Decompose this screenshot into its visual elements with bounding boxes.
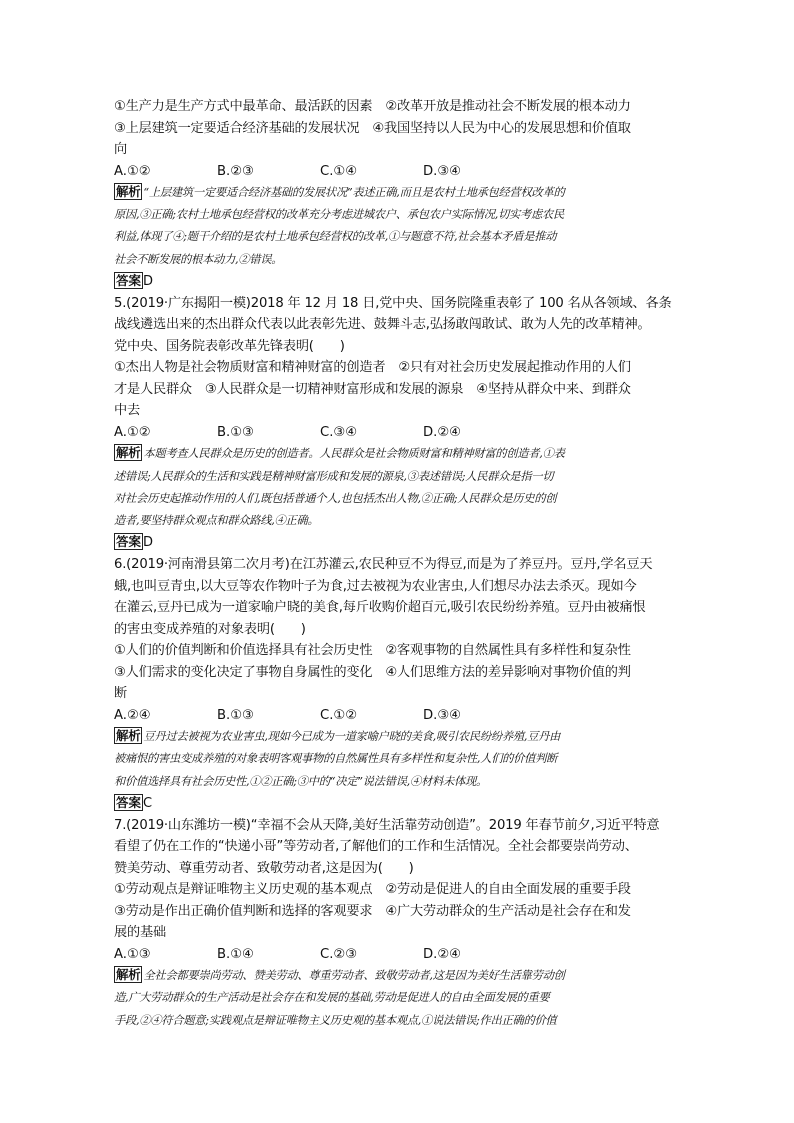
question-stem-line: 看望了仍在工作的“快递小哥”等劳动者,了解他们的工作和生活情况。全社会都要崇尚劳动、 — [114, 839, 638, 855]
analysis-line: 造,广大劳动群众的生产活动是社会存在和发展的基础,劳动是促进人的自由全面发展的重要 — [114, 991, 550, 1005]
option-b: B.①③ — [217, 707, 254, 723]
answer-options — [114, 705, 688, 727]
analysis-line: “上层建筑一定要适合经济基础的发展状况”表述正确,而且是农村土地承包经营权改革的 — [143, 186, 565, 199]
analysis-line: 对社会历史起推动作用的人们,既包括普通个人,也包括杰出人物,②正确;人民群众是历史的创 — [114, 491, 557, 505]
statement-line: ①杰出人物是社会物质财富和精神财富的创造者 ②只有对社会历史发展起推动作用的人们 — [114, 360, 631, 376]
question-stem-line: 赞美劳动、尊重劳动者、致敬劳动者,这是因为( ) — [114, 860, 414, 876]
question-7 — [114, 815, 688, 1032]
answer-label: 答案 — [116, 534, 142, 550]
analysis-label: 解析 — [116, 445, 141, 461]
analysis-line: 全社会都要崇尚劳动、赞美劳动、尊重劳动者、致敬劳动者,这是因为美好生活靠劳动创 — [143, 969, 565, 983]
statement-line: ①劳动观点是辩证唯物主义历史观的基本观点 ②劳动是促进人的自由全面发展的重要手段 — [114, 882, 631, 898]
option-c: C.②③ — [320, 946, 358, 962]
option-d: D.②④ — [423, 424, 461, 440]
answer-options — [114, 422, 688, 444]
analysis-line: 原因,③正确;农村土地承包经营权的改革充分考虑进城农户、承包农户实际情况,切实考虑农民 — [114, 208, 564, 222]
analysis-line: 利益,体现了④;题干介绍的是农村土地承包经营权的改革,①与题意不符,社会基本矛盾是推动 — [114, 230, 557, 244]
analysis-line: 造者,要坚持群众观点和群众路线,④正确。 — [114, 513, 319, 527]
option-d: D.③④ — [423, 163, 461, 179]
statement-line: ③上层建筑一定要适合经济基础的发展状况 ④我国坚持以人民为中心的发展思想和价值取 — [114, 120, 631, 136]
statement-line: 中去 — [114, 403, 140, 419]
option-d: D.②④ — [423, 946, 461, 962]
option-d: D.③④ — [423, 707, 461, 723]
statement-line: ①生产力是生产方式中最革命、最活跃的因素 ②改革开放是推动社会不断发展的根本动力 — [114, 99, 631, 114]
analysis-line: 手段,②④符合题意;实践观点是辩证唯物主义历史观的基本观点,①说法错误;作出正确的价值 — [114, 1013, 557, 1027]
question-stem-line: 6.(2019·河南滑县第二次月考)在江苏灌云,农民种豆不为得豆,而是为了养豆丹。豆丹,学名豆天 — [114, 557, 653, 573]
question-stem-line: 战线遴选出来的杰出群众代表以此表彰先进、鼓舞斗志,弘扬敢闯敢试、敢为人先的改革精神。 — [114, 317, 651, 333]
question-stem-line: 党中央、国务院表彰改革先锋表明( ) — [114, 338, 345, 354]
option-b: B.①④ — [217, 946, 254, 962]
option-a: A.②④ — [114, 707, 151, 723]
analysis-label: 解析 — [116, 728, 141, 744]
answer-label: 答案 — [116, 272, 142, 288]
answer-row — [114, 532, 688, 554]
option-c: C.①④ — [320, 163, 358, 179]
option-b: B.②③ — [217, 163, 254, 179]
answer-value: C — [143, 795, 153, 811]
answer-row — [114, 271, 688, 293]
option-a: A.①② — [114, 163, 151, 179]
analysis-block — [114, 965, 688, 1032]
statement-line: 才是人民群众 ③人民群众是一切精神财富形成和发展的源泉 ④坚持从群众中来、到群众 — [114, 381, 631, 397]
analysis-label: 解析 — [116, 184, 141, 199]
statement-line: 向 — [114, 142, 127, 157]
analysis-line: 豆丹过去被视为农业害虫,现如今已成为一道家喻户晓的美食,吸引农民纷纷养殖,豆丹由 — [143, 730, 561, 744]
statement-line: ③人们需求的变化决定了事物自身属性的变化 ④人们思维方法的差异影响对事物价值的判 — [114, 664, 631, 680]
analysis-line: 和价值选择具有社会历史性,①②正确;③中的“决定”说法错误,④材料未体现。 — [114, 774, 487, 788]
statement-line: ③劳动是作出正确价值判断和选择的客观要求 ④广大劳动群众的生产活动是社会存在和发 — [114, 903, 631, 919]
document-page — [114, 96, 688, 1032]
answer-value: D — [143, 535, 154, 551]
question-stem-line: 在灌云,豆丹已成为一道家喻户晓的美食,每斤收购价超百元,吸引农民纷纷养殖。豆丹由被痛恨 — [114, 600, 646, 616]
statement-line: 断 — [114, 686, 127, 702]
answer-options — [114, 161, 688, 183]
answer-value: D — [143, 273, 154, 289]
question-4 — [114, 96, 688, 293]
answer-options — [114, 944, 688, 966]
analysis-block — [114, 443, 688, 532]
question-stem-line: 的害虫变成养殖的对象表明( ) — [114, 621, 306, 637]
analysis-line: 被痛恨的害虫变成养殖的对象表明客观事物的自然属性具有多样性和复杂性,人们的价值判断 — [114, 752, 558, 766]
option-c: C.①② — [320, 707, 358, 723]
option-c: C.③④ — [320, 424, 358, 440]
question-stem-line: 蛾,也叫豆青虫,以大豆等农作物叶子为食,过去被视为农业害虫,人们想尽办法去杀灭。现如今 — [114, 578, 637, 594]
question-6 — [114, 554, 688, 815]
option-a: A.①③ — [114, 946, 151, 962]
analysis-line: 社会不断发展的根本动力,②错误。 — [114, 252, 283, 266]
analysis-block — [114, 182, 688, 271]
analysis-block — [114, 726, 688, 793]
option-b: B.①③ — [217, 424, 254, 440]
answer-row — [114, 793, 688, 815]
question-stem-line: 7.(2019·山东潍坊一模)“幸福不会从天降,美好生活靠劳动创造”。2019 年春节前夕,习近平特意 — [114, 817, 660, 833]
statement-line: ①人们的价值判断和价值选择具有社会历史性 ②客观事物的自然属性具有多样性和复杂性 — [114, 643, 631, 659]
question-5 — [114, 293, 688, 554]
analysis-label: 解析 — [116, 967, 141, 983]
question-stem-line: 5.(2019·广东揭阳一模)2018 年 12 月 18 日,党中央、国务院隆重表彰了 100 名从各领域、各条 — [114, 295, 672, 311]
answer-label: 答案 — [116, 794, 142, 810]
option-a: A.①② — [114, 424, 151, 440]
analysis-line: 本题考查人民群众是历史的创造者。人民群众是社会物质财富和精神财富的创造者,①表 — [143, 447, 565, 461]
statement-line: 展的基础 — [114, 925, 166, 941]
analysis-line: 述错误;人民群众的生活和实践是精神财富形成和发展的源泉,③表述错误;人民群众是指一切 — [114, 469, 554, 483]
